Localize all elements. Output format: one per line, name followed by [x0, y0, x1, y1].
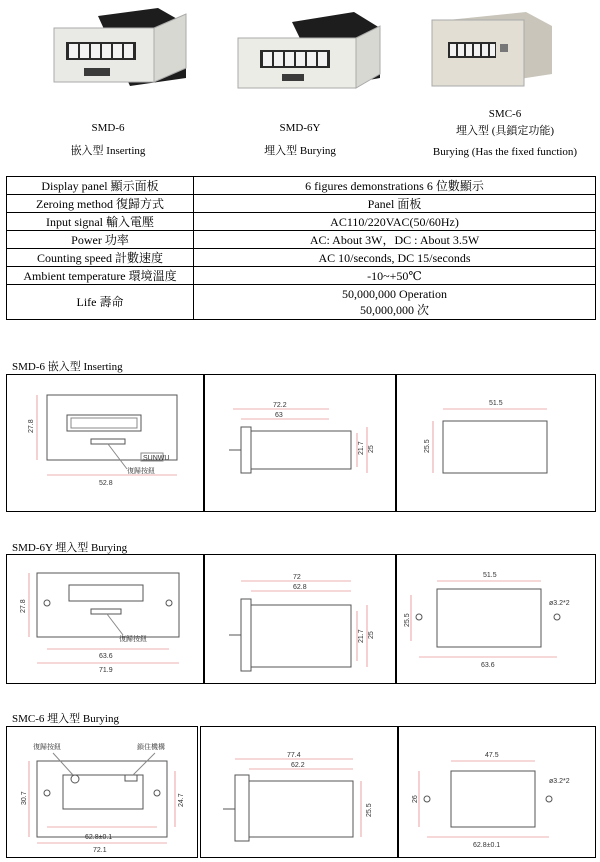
table-row	[7, 213, 596, 231]
svg-text:62.8±0.1: 62.8±0.1	[473, 842, 501, 849]
spec-value: -10~+50℃	[194, 267, 596, 285]
svg-text:25.5: 25.5	[404, 613, 411, 627]
svg-text:復歸按鈕: 復歸按鈕	[127, 468, 155, 475]
svg-text:24.7: 24.7	[178, 793, 185, 807]
spec-key: Display panel 顯示面板	[7, 177, 194, 195]
smc6-illustration	[428, 6, 558, 106]
svg-text:21.7: 21.7	[358, 629, 365, 643]
spec-value: Panel 面板	[194, 195, 596, 213]
svg-text:25.5: 25.5	[424, 439, 431, 453]
svg-text:71.9: 71.9	[99, 667, 113, 674]
svg-text:51.5: 51.5	[483, 572, 497, 579]
svg-text:30.7: 30.7	[21, 791, 28, 805]
drawing-smd6y-cutout	[396, 554, 596, 684]
svg-text:復歸按鈕: 復歸按鈕	[33, 744, 61, 751]
caption-smc6: SMC-6 埋入型 (具鎖定功能) Burying (Has the fixed function)	[432, 108, 578, 158]
spec-value: AC: About 3W，DC : About 3.5W	[194, 231, 596, 249]
table-row	[7, 231, 596, 249]
product-photo-smc6	[428, 6, 558, 106]
svg-text:復歸按鈕: 復歸按鈕	[119, 636, 147, 643]
spec-value: AC 10/seconds, DC 15/seconds	[194, 249, 596, 267]
drawing-smd6-cutout	[396, 374, 596, 512]
svg-text:27.8: 27.8	[20, 599, 27, 613]
svg-text:ø3.2*2: ø3.2*2	[549, 778, 570, 785]
spec-key: Counting speed 計數速度	[7, 249, 194, 267]
spec-value: 50,000,000 Operation 50,000,000 次	[194, 285, 596, 320]
drawing-smc6-front	[6, 726, 198, 858]
svg-text:47.5: 47.5	[485, 752, 499, 759]
smd6-illustration	[38, 8, 188, 108]
product-photo-smd6	[38, 8, 188, 108]
svg-text:ø3.2*2: ø3.2*2	[549, 600, 570, 607]
svg-text:鎖住機構: 鎖住機構	[137, 744, 165, 751]
svg-text:SUNWU: SUNWU	[143, 455, 170, 462]
product-photo-smd6y	[230, 12, 390, 112]
drawing-smc6-cutout	[398, 726, 596, 858]
svg-text:51.5: 51.5	[489, 400, 503, 407]
drawing-smc6-side	[200, 726, 398, 858]
caption-smd6y: SMD-6Y 埋入型 Burying	[264, 122, 336, 157]
drawing-smd6y-front	[6, 554, 204, 684]
spec-key: Power 功率	[7, 231, 194, 249]
table-row	[7, 267, 596, 285]
svg-text:25.5: 25.5	[366, 803, 373, 817]
spec-table	[6, 176, 596, 320]
table-row	[7, 249, 596, 267]
svg-text:62.8±0.1: 62.8±0.1	[85, 834, 113, 841]
spec-key: Life 壽命	[7, 285, 194, 320]
svg-text:72.2: 72.2	[273, 402, 287, 409]
caption-smd6: SMD-6 嵌入型 Inserting	[70, 122, 146, 157]
table-row	[7, 285, 596, 320]
section-title-smd6: SMD-6 嵌入型 Inserting	[12, 361, 123, 373]
svg-text:72: 72	[293, 574, 301, 581]
spec-value: 6 figures demonstrations 6 位數顯示	[194, 177, 596, 195]
drawing-smd6y-side	[204, 554, 396, 684]
svg-text:62.2: 62.2	[291, 762, 305, 769]
smd6y-illustration	[230, 12, 390, 112]
spec-value: AC110/220VAC(50/60Hz)	[194, 213, 596, 231]
spec-key: Zeroing method 復歸方式	[7, 195, 194, 213]
spec-key: Ambient temperature 環境溫度	[7, 267, 194, 285]
svg-text:62.8: 62.8	[293, 584, 307, 591]
svg-text:25: 25	[368, 631, 375, 639]
drawing-smd6-side	[204, 374, 396, 512]
svg-text:21.7: 21.7	[358, 441, 365, 455]
section-title-smc6: SMC-6 埋入型 Burying	[12, 713, 119, 725]
drawing-smd6-front	[6, 374, 204, 512]
svg-text:63.6: 63.6	[481, 662, 495, 669]
svg-text:72.1: 72.1	[93, 847, 107, 854]
section-title-smd6y: SMD-6Y 埋入型 Burying	[12, 542, 128, 554]
svg-text:25: 25	[368, 445, 375, 453]
svg-text:77.4: 77.4	[287, 752, 301, 759]
table-row	[7, 177, 596, 195]
table-row	[7, 195, 596, 213]
svg-text:27.8: 27.8	[28, 419, 35, 433]
svg-text:63: 63	[275, 412, 283, 419]
svg-text:63.6: 63.6	[99, 653, 113, 660]
svg-text:52.8: 52.8	[99, 480, 113, 487]
spec-key: Input signal 輸入電壓	[7, 213, 194, 231]
svg-text:26: 26	[412, 795, 419, 803]
